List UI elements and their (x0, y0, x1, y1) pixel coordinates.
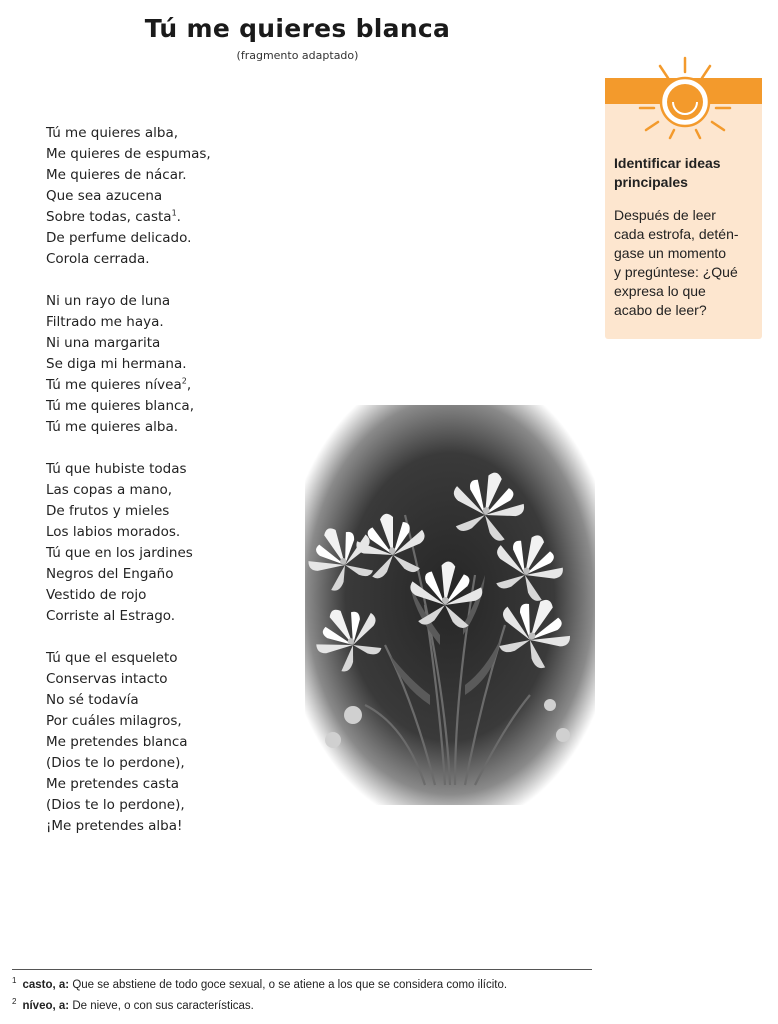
poem-verse: Ni un rayo de luna (46, 293, 171, 309)
sidebar-heading-line: Identificar ideas (614, 155, 721, 171)
sidebar-body (614, 206, 759, 320)
sidebar-body-line: cada estrofa, detén- (614, 226, 739, 242)
poem-verse: Me quieres de espumas, (46, 146, 211, 162)
verse-punctuation: . (176, 209, 181, 225)
footnote-number: 2 (12, 997, 17, 1007)
poem-verse: Las copas a mano, (46, 482, 173, 498)
poem-verse: Ni una margarita (46, 335, 161, 351)
poem-verse: Negros del Engaño (46, 566, 174, 582)
poem-verse-text: Tú me quieres nívea (46, 377, 182, 393)
poem-verse (46, 207, 306, 228)
page-title: Tú me quieres blanca (144, 14, 451, 43)
page-subtitle: (fragmento adaptado) (236, 49, 359, 62)
poem-verse: Tú que el esqueleto (46, 650, 178, 666)
footnote-1 (12, 975, 612, 996)
poem-verse: De perfume delicado. (46, 230, 192, 246)
poem-verse: Corriste al Estrago. (46, 608, 176, 624)
footnote-term: níveo, a: (22, 1000, 70, 1012)
verse-punctuation: , (186, 377, 192, 393)
poem-verse: Me pretendes casta (46, 776, 180, 792)
sidebar-heading (614, 154, 759, 192)
sidebar-heading-line: principales (614, 174, 688, 190)
footnote-term: casto, a: (22, 979, 70, 991)
poem (46, 123, 306, 858)
poem-verse: Vestido de rojo (46, 587, 147, 603)
footnote-definition: Que se abstiene de todo goce sexual, o se atiene a los que se considera como ilícito. (72, 979, 508, 991)
poem-verse: ¡Me pretendes alba! (46, 818, 183, 834)
poem-verse: Me quieres de nácar. (46, 167, 187, 183)
poem-verse: Me pretendes blanca (46, 734, 188, 750)
footnote-number: 1 (12, 976, 17, 986)
poem-verse: Que sea azucena (46, 188, 163, 204)
poem-verse: Tú que en los jardines (46, 545, 193, 561)
lily-flowers-illustration (305, 405, 595, 805)
poem-verse: (Dios te lo perdone), (46, 797, 185, 813)
footnote-divider (12, 969, 592, 970)
poem-verse: Tú me quieres alba. (46, 419, 179, 435)
sidebar-body-line: Después de leer (614, 207, 716, 223)
poem-stanza-3 (46, 459, 306, 627)
poem-stanza-2 (46, 291, 306, 438)
poem-verse: Por cuáles milagros, (46, 713, 182, 729)
poem-verse-text: Sobre todas, casta (46, 209, 172, 225)
poem-stanza-1 (46, 123, 306, 270)
poem-verse: De frutos y mieles (46, 503, 170, 519)
poem-verse: Conservas intacto (46, 671, 168, 687)
poem-verse (46, 375, 306, 396)
sidebar-body-line: expresa lo que (614, 283, 706, 299)
poem-verse: Tú me quieres alba, (46, 125, 179, 141)
poem-verse: Tú me quieres blanca, (46, 398, 194, 414)
poem-verse: (Dios te lo perdone), (46, 755, 185, 771)
poem-verse: Filtrado me haya. (46, 314, 164, 330)
footnote-marker: 1 (171, 208, 177, 218)
poem-verse: Tú que hubiste todas (46, 461, 187, 477)
sidebar-body-line: gase un momento (614, 245, 727, 261)
footnotes (12, 975, 612, 1017)
poem-verse: Corola cerrada. (46, 251, 150, 267)
poem-verse: Se diga mi hermana. (46, 356, 187, 372)
footnote-definition: De nieve, o con sus características. (72, 1000, 254, 1012)
footnote-2 (12, 996, 612, 1017)
poem-verse: No sé todavía (46, 692, 139, 708)
sun-icon (630, 50, 740, 146)
poem-stanza-4 (46, 648, 306, 837)
sidebar-body-line: y pregúntese: ¿Qué (614, 264, 738, 280)
poem-verse: Los labios morados. (46, 524, 181, 540)
sidebar-body-line: acabo de leer? (614, 302, 707, 318)
footnote-marker: 2 (181, 376, 187, 386)
